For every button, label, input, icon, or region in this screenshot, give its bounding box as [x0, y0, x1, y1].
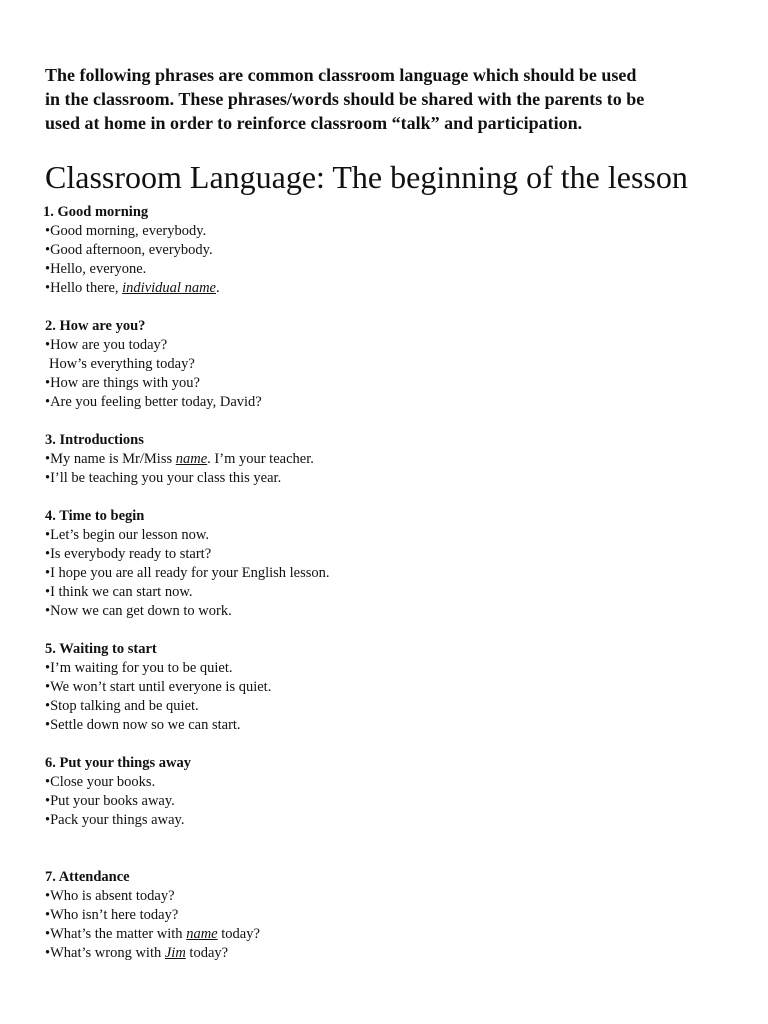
phrase-text: •Who is absent today?: [45, 888, 175, 904]
phrase-text: •Settle down now so we can start.: [45, 717, 241, 733]
phrase-text: How’s everything today?: [49, 356, 195, 372]
phrase-text: •Good morning, everybody.: [45, 223, 207, 239]
phrase-item: [45, 526, 735, 545]
intro-line: used at home in order to reinforce classroom “talk” and participation.: [45, 113, 583, 133]
phrase-item: [45, 906, 735, 925]
phrase-text: •My name is Mr/Miss: [45, 451, 176, 467]
section-time-to-begin: [45, 507, 735, 621]
section-heading: 6. Put your things away: [45, 755, 191, 771]
phrase-text: •Let’s begin our lesson now.: [45, 527, 210, 543]
placeholder-word: individual name: [122, 280, 216, 296]
section-heading: 4. Time to begin: [45, 508, 145, 524]
phrase-text: •I hope you are all ready for your English lesson.: [45, 565, 330, 581]
phrase-text: •Now we can get down to work.: [45, 603, 232, 619]
phrase-text: .: [216, 280, 220, 296]
section-waiting-to-start: [45, 640, 735, 735]
phrase-item: [45, 564, 735, 583]
intro-paragraph: [45, 63, 735, 135]
phrase-text: •I think we can start now.: [45, 584, 193, 600]
phrase-item: [45, 583, 735, 602]
phrase-text: •Close your books.: [45, 774, 156, 790]
phrase-item: [45, 602, 735, 621]
section-heading: 1. Good morning: [43, 204, 149, 220]
phrase-item: [45, 279, 735, 298]
phrase-text: •Stop talking and be quiet.: [45, 698, 199, 714]
phrase-item: [45, 469, 735, 488]
phrase-text: •Put your books away.: [45, 793, 175, 809]
phrase-text: •Hello, everyone.: [45, 261, 147, 277]
section-good-morning: [45, 203, 735, 298]
phrase-item: [45, 450, 735, 469]
phrase-text: today?: [185, 945, 229, 961]
section-heading: 3. Introductions: [45, 432, 144, 448]
phrase-item: [45, 773, 735, 792]
phrase-text: •I’ll be teaching you your class this year.: [45, 470, 282, 486]
intro-line: in the classroom. These phrases/words should be shared with the parents to be: [45, 89, 645, 109]
phrase-item: [45, 222, 735, 241]
section-heading: 7. Attendance: [45, 869, 130, 885]
phrase-item: [45, 545, 735, 564]
section-heading: 2. How are you?: [45, 318, 146, 334]
phrase-text: . I’m your teacher.: [207, 451, 314, 467]
phrase-item: [45, 792, 735, 811]
phrase-text: today?: [217, 926, 260, 942]
phrase-item: [45, 887, 735, 906]
section-attendance: [45, 868, 735, 963]
phrase-item: [45, 716, 735, 735]
section-heading: 5. Waiting to start: [45, 641, 157, 657]
phrase-text: •Who isn’t here today?: [45, 907, 179, 923]
page-title: Classroom Language: The beginning of the lesson: [45, 159, 688, 195]
section-how-are-you: [45, 317, 735, 412]
phrase-sections: [45, 203, 735, 963]
section-put-things-away: [45, 754, 735, 830]
phrase-item: [45, 697, 735, 716]
phrase-item: [45, 659, 735, 678]
phrase-text: •Is everybody ready to start?: [45, 546, 212, 562]
phrase-item: [45, 241, 735, 260]
phrase-item: [45, 260, 735, 279]
phrase-item: [45, 355, 735, 374]
phrase-text: •How are things with you?: [45, 375, 200, 391]
phrase-text: •Pack your things away.: [45, 812, 185, 828]
phrase-text: •Good afternoon, everybody.: [45, 242, 213, 258]
placeholder-word: name: [175, 451, 208, 467]
phrase-text: •We won’t start until everyone is quiet.: [45, 679, 272, 695]
phrase-text: •Are you feeling better today, David?: [45, 394, 262, 410]
phrase-item: [45, 944, 735, 963]
phrase-text: •What’s wrong with: [45, 945, 165, 961]
phrase-text: •How are you today?: [45, 337, 168, 353]
phrase-item: [45, 678, 735, 697]
phrase-text: •What’s the matter with: [45, 926, 187, 942]
intro-line: The following phrases are common classroom language which should be used: [45, 65, 637, 85]
section-introductions: [45, 431, 735, 488]
phrase-text: •I’m waiting for you to be quiet.: [45, 660, 233, 676]
phrase-item: [45, 374, 735, 393]
placeholder-word: name: [186, 926, 218, 942]
phrase-item: [45, 811, 735, 830]
placeholder-word: Jim: [164, 945, 186, 961]
phrase-item: [45, 393, 735, 412]
phrase-text: •Hello there,: [45, 280, 123, 296]
phrase-item: [45, 336, 735, 355]
phrase-item: [45, 925, 735, 944]
